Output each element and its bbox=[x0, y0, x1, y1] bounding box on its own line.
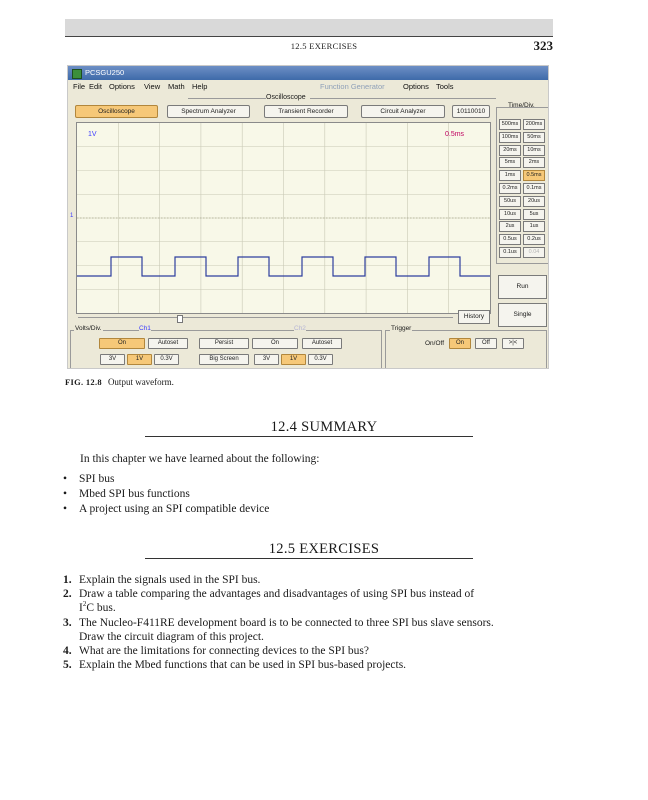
time-div-button[interactable]: 10us bbox=[499, 209, 521, 220]
list-item: • Mbed SPI bus functions bbox=[63, 488, 190, 500]
time-div-button[interactable]: 0.1ms bbox=[523, 183, 545, 194]
big-screen-button[interactable]: Big Screen bbox=[199, 354, 249, 365]
history-scrollbar[interactable] bbox=[78, 317, 453, 322]
trigger-off-button[interactable]: Off bbox=[475, 338, 497, 349]
exercise-text: Explain the signals used in the SPI bus. bbox=[79, 574, 261, 586]
time-div-button[interactable]: 20us bbox=[523, 196, 545, 207]
exercise-number: 4. bbox=[63, 645, 72, 658]
time-div-button[interactable]: 0.5us bbox=[499, 234, 521, 245]
exercise-number: 5. bbox=[63, 659, 72, 672]
menu-function-generator[interactable]: Function Generator bbox=[320, 82, 385, 91]
menu-view[interactable]: View bbox=[144, 82, 161, 91]
window-title: PCSGU250 bbox=[85, 68, 125, 77]
bullet-text: Mbed SPI bus functions bbox=[79, 488, 190, 500]
trigger-frame bbox=[385, 330, 547, 368]
tab-transient-recorder[interactable]: Transient Recorder bbox=[264, 105, 348, 118]
menu-options[interactable]: Options bbox=[109, 82, 135, 91]
list-item: • A project using an SPI compatible device bbox=[63, 503, 270, 515]
trigger-arrows-button[interactable]: >|< bbox=[502, 338, 524, 349]
time-div-button[interactable]: 0.2ms bbox=[499, 183, 521, 194]
time-div-button[interactable]: 2ms bbox=[523, 157, 545, 168]
time-div-button[interactable]: 20ms bbox=[499, 145, 521, 156]
ch2-03v-button[interactable]: 0.3V bbox=[308, 354, 333, 365]
scope-screen bbox=[76, 122, 491, 314]
exercise-text: Draw a table comparing the advantages and disadvantages of using SPI bus instead of bbox=[79, 588, 475, 601]
exercise-text: C bus. bbox=[86, 602, 116, 615]
time-div-button[interactable]: 0.2us bbox=[523, 234, 545, 245]
scope-grid-and-trace bbox=[77, 123, 490, 313]
summary-bullet-list bbox=[63, 472, 269, 517]
summary-rule bbox=[145, 436, 473, 437]
ch2-1v-button[interactable]: 1V bbox=[281, 354, 306, 365]
oscilloscope-screenshot bbox=[68, 66, 548, 368]
exercise-number: 1. bbox=[63, 574, 72, 586]
time-div-button[interactable]: 2us bbox=[499, 221, 521, 232]
header-band bbox=[65, 19, 553, 36]
menu-tools[interactable]: Tools bbox=[436, 82, 454, 91]
time-div-title: Time/Div. bbox=[508, 102, 535, 109]
exercise-item bbox=[63, 616, 563, 644]
time-div-button[interactable]: 0.5ms bbox=[523, 170, 545, 181]
exercise-item bbox=[63, 587, 563, 615]
bullet-text: A project using an SPI compatible device bbox=[79, 503, 270, 515]
menu-help[interactable]: Help bbox=[192, 82, 208, 91]
tab-oscilloscope[interactable]: Oscilloscope bbox=[75, 105, 158, 118]
menu-right-options[interactable]: Options bbox=[403, 82, 429, 91]
time-div-button[interactable]: 500ms bbox=[499, 119, 521, 130]
ch1-1v-button[interactable]: 1V bbox=[127, 354, 152, 365]
scroll-thumb[interactable] bbox=[177, 315, 183, 323]
exercise-list bbox=[63, 573, 563, 672]
ch1-group-label: Ch1 bbox=[139, 325, 151, 332]
time-div-button[interactable]: 100ms bbox=[499, 132, 521, 143]
page-number: 323 bbox=[533, 38, 553, 53]
volts-div-title: Volts/Div. bbox=[75, 325, 102, 332]
tab-logic-pattern[interactable]: 10110010 bbox=[452, 105, 490, 118]
menu-bar bbox=[68, 81, 548, 92]
header-rule bbox=[65, 36, 553, 37]
ch2-on-button[interactable]: On bbox=[252, 338, 298, 349]
ch1-autoset-button[interactable]: Autoset bbox=[148, 338, 188, 349]
exercise-item bbox=[63, 573, 563, 587]
trigger-onoff-label: On/Off bbox=[425, 340, 445, 347]
exercises-rule bbox=[145, 558, 473, 559]
time-div-button[interactable]: 5ms bbox=[499, 157, 521, 168]
time-div-button[interactable]: 0.04 bbox=[523, 247, 545, 258]
oscilloscope-group-label: Oscilloscope bbox=[266, 94, 306, 101]
summary-heading: 12.4 SUMMARY bbox=[270, 419, 378, 435]
running-head: 12.5 EXERCISES bbox=[290, 41, 358, 51]
window-titlebar bbox=[68, 66, 548, 80]
exercise-item bbox=[63, 644, 563, 658]
app-logo-icon bbox=[72, 69, 82, 79]
trigger-title: Trigger bbox=[391, 325, 412, 332]
figure-caption bbox=[65, 377, 174, 387]
superscript: 2 bbox=[82, 600, 87, 609]
bullet-text: SPI bus bbox=[79, 473, 115, 485]
time-div-button[interactable]: 50us bbox=[499, 196, 521, 207]
tab-spectrum-analyzer[interactable]: Spectrum Analyzer bbox=[167, 105, 250, 118]
trigger-on-button[interactable]: On bbox=[449, 338, 471, 349]
figure-caption-label: FIG. 12.8 bbox=[65, 377, 102, 387]
time-div-button[interactable]: 1ms bbox=[499, 170, 521, 181]
persist-button[interactable]: Persist bbox=[199, 338, 249, 349]
ch1-marker: 1 bbox=[70, 213, 74, 219]
run-button[interactable]: Run bbox=[498, 275, 547, 299]
group-line-left bbox=[188, 98, 266, 99]
time-div-button[interactable]: 10ms bbox=[523, 145, 545, 156]
time-div-button[interactable]: 0.1us bbox=[499, 247, 521, 258]
summary-intro: In this chapter we have learned about the following: bbox=[80, 453, 320, 465]
group-line-right bbox=[310, 98, 496, 99]
exercise-text: Explain the Mbed functions that can be used in SPI bus-based projects. bbox=[79, 659, 407, 672]
exercise-text: The Nucleo-F411RE development board is to be connected to three SPI bus slave sensors. bbox=[79, 616, 494, 629]
tab-circuit-analyzer[interactable]: Circuit Analyzer bbox=[361, 105, 445, 118]
exercise-number: 2. bbox=[63, 588, 72, 601]
exercise-item bbox=[63, 658, 563, 672]
time-div-button[interactable]: 50ms bbox=[523, 132, 545, 143]
time-div-button[interactable]: 5us bbox=[523, 209, 545, 220]
exercises-heading: 12.5 EXERCISES bbox=[268, 541, 380, 557]
exercise-text: What are the limitations for connecting devices to the SPI bus? bbox=[79, 645, 369, 658]
ch2-group-label: Ch2 bbox=[294, 325, 306, 332]
figure-caption-text: Output waveform. bbox=[107, 377, 174, 387]
menu-file[interactable]: File bbox=[73, 82, 86, 91]
timebase-readout: 0.5ms bbox=[445, 131, 465, 138]
history-button[interactable]: History bbox=[458, 310, 490, 324]
list-item: • SPI bus bbox=[63, 473, 115, 485]
ch1-on-button[interactable]: On bbox=[99, 338, 145, 349]
ch1-volts-readout: 1V bbox=[88, 131, 97, 138]
single-button[interactable]: Single bbox=[498, 303, 547, 327]
ch2-autoset-button[interactable]: Autoset bbox=[302, 338, 342, 349]
ch1-03v-button[interactable]: 0.3V bbox=[154, 354, 179, 365]
exercise-text: Draw the circuit diagram of this project. bbox=[79, 630, 264, 643]
time-div-button[interactable]: 200ms bbox=[523, 119, 545, 130]
menu-edit[interactable]: Edit bbox=[89, 82, 102, 91]
exercise-number: 3. bbox=[63, 616, 72, 629]
ch1-3v-button[interactable]: 3V bbox=[100, 354, 125, 365]
ch2-3v-button[interactable]: 3V bbox=[254, 354, 279, 365]
exercise-text: I bbox=[79, 602, 83, 615]
time-div-button[interactable]: 1us bbox=[523, 221, 545, 232]
menu-math[interactable]: Math bbox=[168, 82, 185, 91]
